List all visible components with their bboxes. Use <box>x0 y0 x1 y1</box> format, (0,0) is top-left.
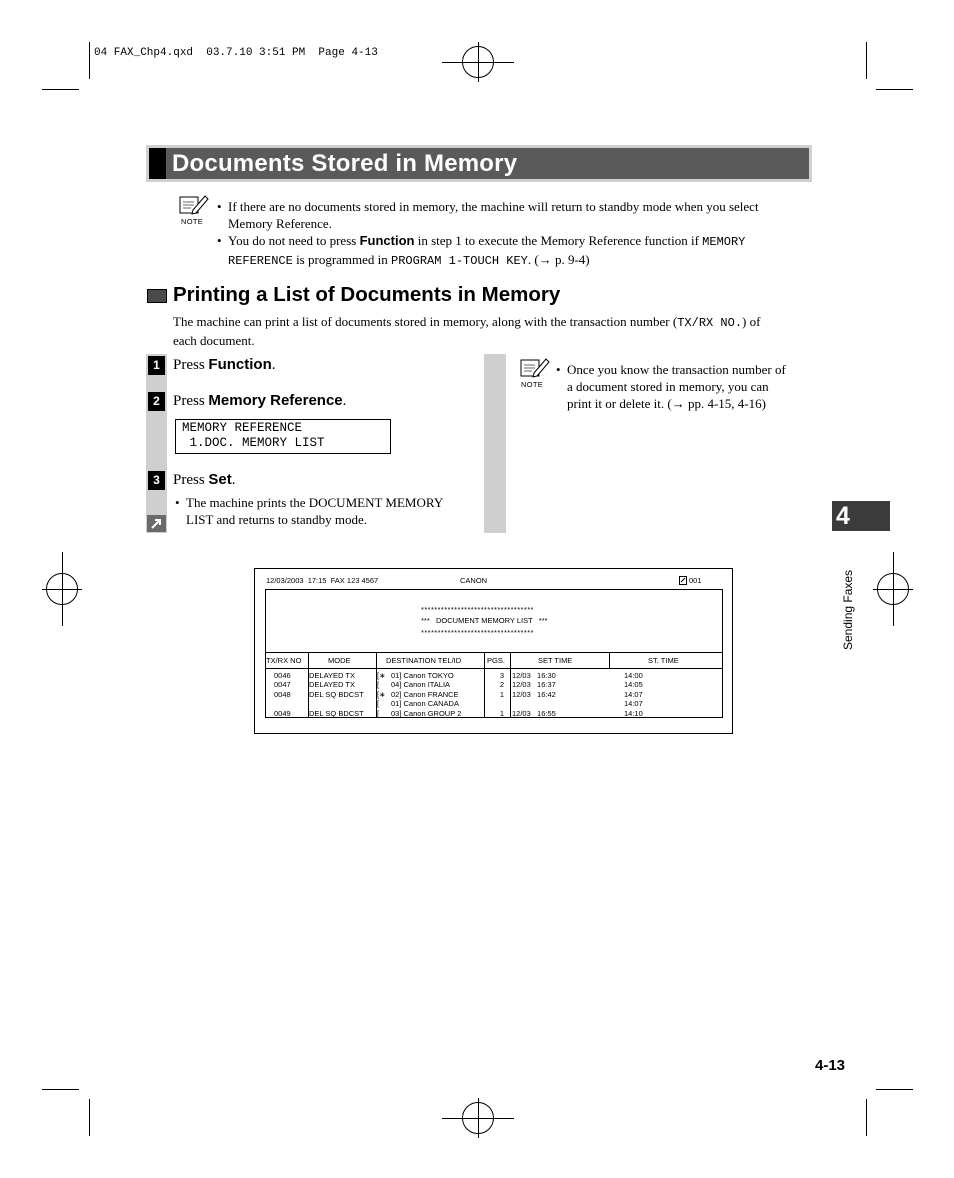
step-number: 1 <box>148 356 165 375</box>
step3-bullet: The machine prints the DOCUMENT MEMORY LIST and returns to standby mode. <box>186 495 444 527</box>
table-cell: 12/03 16:55 <box>512 708 556 718</box>
step-number: 2 <box>148 392 165 411</box>
document-memory-list-report <box>254 568 733 734</box>
arrow-up-right-icon <box>147 515 166 532</box>
report-title: *** DOCUMENT MEMORY LIST *** <box>421 616 548 625</box>
table-cell: 14:10 <box>624 708 643 718</box>
table-cell: [∗ <box>377 689 386 699</box>
report-stars: ********************************** <box>421 628 534 637</box>
step-2-text: Press Memory Reference. <box>173 392 347 409</box>
table-cell: DELAYED TX <box>309 671 355 680</box>
table-cell: DEL SQ BDCST <box>309 689 364 699</box>
step-1-text: Press Function. <box>173 356 276 373</box>
table-cell: 01] Canon TOKYO <box>391 671 454 680</box>
column-header: TX/RX NO <box>266 656 302 665</box>
note-bullet: • <box>217 199 222 214</box>
intro-text: The machine can print a list of documents stored in memory, along with the transaction number (TX/RX NO.) of each document. <box>173 314 761 348</box>
table-cell: DELAYED TX <box>309 680 355 690</box>
table-cell: 03] Canon GROUP 2 <box>391 708 462 718</box>
table-cell: 14:07 <box>624 689 643 699</box>
report-body <box>265 589 723 718</box>
page-icon <box>679 576 687 585</box>
report-page-number: 001 <box>689 576 702 585</box>
table-cell: 14:05 <box>624 680 643 690</box>
report-header-left: 12/03/2003 17:15 FAX 123 4567 <box>266 576 379 585</box>
table-cell: 2 <box>499 680 504 690</box>
report-header-center: CANON <box>460 576 488 585</box>
column-header: MODE <box>328 656 351 665</box>
note-column <box>484 354 506 533</box>
note-bullet: • <box>217 233 222 248</box>
note-label: NOTE <box>181 217 204 226</box>
column-header: PGS. <box>487 656 505 665</box>
column-header: SET TIME <box>538 656 573 665</box>
table-cell: 14:00 <box>624 671 643 680</box>
subsection-marker-icon <box>147 289 167 303</box>
step-bullet: • <box>175 495 180 510</box>
note1-bullet1: If there are no documents stored in memory, the machine will return to standby mode when you select Memory Reference. <box>228 199 759 231</box>
chapter-number: 4 <box>836 502 850 530</box>
table-cell: 12/03 16:42 <box>512 689 556 699</box>
step-3-text: Press Set. <box>173 471 236 488</box>
page-number: 4-13 <box>815 1057 846 1074</box>
table-cell: 0048 <box>274 689 291 699</box>
lcd-display: MEMORY REFERENCE 1.DOC. MEMORY LIST <box>175 419 391 454</box>
table-cell: 0046 <box>274 671 291 680</box>
table-cell: [ <box>377 708 380 718</box>
column-header: DESTINATION TEL/ID <box>386 656 462 665</box>
table-cell: 12/03 16:30 <box>512 671 556 680</box>
report-stars: ********************************** <box>421 605 534 614</box>
side-label: Sending Faxes <box>841 569 855 650</box>
table-cell: [∗ <box>377 671 386 680</box>
table-cell: 04] Canon ITALIA <box>391 680 451 690</box>
section-title-bar <box>146 145 812 182</box>
step-number: 3 <box>148 471 165 490</box>
table-cell: 12/03 16:37 <box>512 680 556 690</box>
step-column <box>146 354 167 533</box>
table-cell: 01] Canon CANADA <box>391 699 459 709</box>
note2-text: Once you know the transaction number of a document stored in memory, you can print it or delete it. (→ pp. 4-15, 4-16) <box>567 362 786 411</box>
note-label: NOTE <box>521 380 544 389</box>
table-cell: 3 <box>499 671 504 680</box>
table-cell: 0049 <box>274 708 291 718</box>
table-cell: [ <box>377 680 380 690</box>
table-cell: 1 <box>499 689 504 699</box>
table-cell: 1 <box>499 708 504 718</box>
table-cell: 0047 <box>274 680 291 690</box>
table-cell: [ <box>377 699 380 709</box>
column-header: ST. TIME <box>648 656 679 665</box>
subsection-title: Printing a List of Documents in Memory <box>173 283 561 306</box>
note1-bullet2: You do not need to press Function in step 1 to execute the Memory Reference function if MEMORY REFERENCE is programmed in PROGRAM 1-TOUCH KEY. (→ p. 9-4) <box>228 233 746 268</box>
table-cell: DEL SQ BDCST <box>309 708 364 718</box>
table-cell: 14:07 <box>624 699 643 709</box>
section-title: Documents Stored in Memory <box>172 150 518 177</box>
file-header: 04 FAX_Chp4.qxd 03.7.10 3:51 PM Page 4-13 <box>94 47 378 59</box>
note-bullet: • <box>556 362 561 377</box>
table-cell: 02] Canon FRANCE <box>391 689 459 699</box>
